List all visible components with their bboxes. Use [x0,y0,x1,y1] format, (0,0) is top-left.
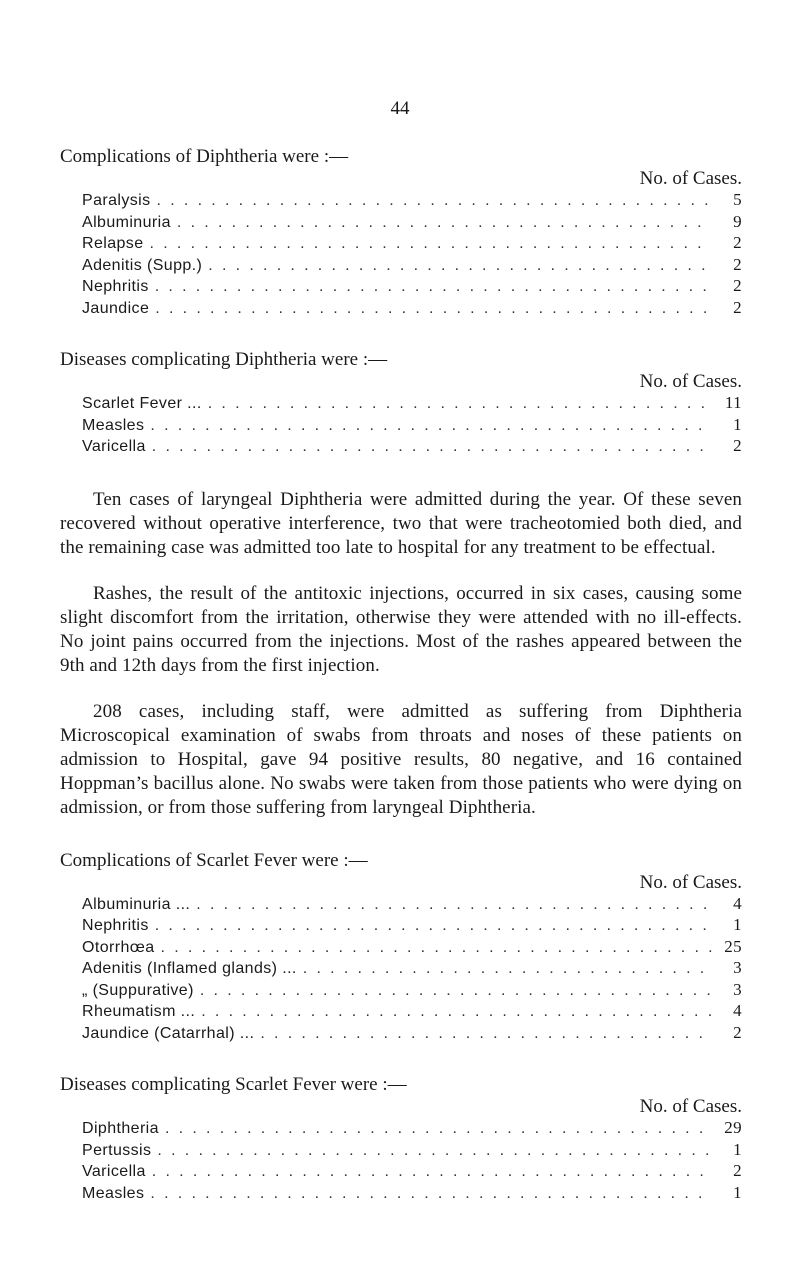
dot-leader [200,981,712,1002]
case-count: 11 [724,393,742,412]
case-row [82,233,742,255]
case-name: Varicella [82,1163,146,1180]
case-count: 5 [733,190,742,209]
case-count: 3 [733,958,742,977]
dot-leader [155,299,712,320]
case-list [82,1118,742,1204]
case-name: Measles [82,416,145,434]
dot-leader [208,256,712,277]
dot-leader [152,437,712,458]
dot-leader [161,938,712,959]
case-count: 2 [733,254,742,274]
case-name: Nephritis [82,278,149,295]
case-list [82,190,742,319]
swab-paragraph: 208 cases, including staff, were admitted as suffering from Diphtheria Microscopical examination of swabs from throats and noses of these patients on admission to Hospital, gave 94 positive results, 80 negative, and 16 contained Hoppman’s bacillus alone. No swabs were taken from those patients who were dying on admission, or from those suffering from laryngeal Diphtheria. [60,700,742,818]
case-row [82,915,742,937]
column-header: No. of Cases. [639,168,742,189]
case-name: Scarlet Fever ... [82,395,202,412]
case-count: 3 [733,979,742,999]
case-name: Jaundice (Catarrhal) ... [82,1024,255,1042]
dot-leader [150,234,712,255]
case-count: 1 [733,414,742,434]
dot-leader [155,916,712,937]
case-count: 1 [733,915,742,934]
complications-diphtheria-section [60,146,742,319]
page-content [60,146,742,1204]
case-count: 2 [733,233,742,252]
case-count: 2 [733,436,742,455]
case-name: Albuminuria [82,213,171,231]
dot-leader [165,1119,712,1140]
column-header: No. of Cases. [639,371,742,392]
case-count: 2 [733,276,742,295]
case-row [82,212,742,234]
dot-leader [150,1184,712,1205]
case-name: Pertussis [82,1141,152,1159]
case-name: Otorrhœa [82,938,155,956]
case-name: Varicella [82,438,146,455]
case-row [82,1140,742,1162]
case-list [82,894,742,1045]
dot-leader [155,277,712,298]
column-header: No. of Cases. [639,1096,742,1117]
case-count: 2 [733,1022,742,1042]
dot-leader [150,416,712,437]
dot-leader [303,959,712,980]
case-row [82,393,742,415]
case-count: 1 [733,1139,742,1159]
column-header: No. of Cases. [639,871,742,893]
rashes-paragraph: Rashes, the result of the antitoxic injections, occurred in six cases, causing some slight discomfort from the irritation, otherwise they were attended with no ill-effects. No joint pains occurred from the injections. Most of the rashes appeared between the 9th and 12th days from the first injection. [60,582,742,676]
case-count: 29 [724,1118,742,1137]
case-list [82,393,742,458]
case-name: Nephritis [82,917,149,934]
case-row [82,894,742,916]
case-row [82,1023,742,1045]
dot-leader [260,1024,712,1045]
case-row [82,1118,742,1140]
case-count: 1 [733,1182,742,1202]
case-name: Albuminuria ... [82,895,191,913]
diseases-complicating-diphtheria-section [60,349,742,458]
case-row [82,937,742,959]
case-row [82,1161,742,1183]
dot-leader [196,895,712,916]
dot-leader [152,1162,712,1183]
case-row [82,958,742,980]
case-count: 2 [733,297,742,317]
case-count: 4 [733,893,742,913]
section-heading: Complications of Diphtheria were :— [60,146,349,167]
section-heading: Diseases complicating Scarlet Fever were :— [60,1074,407,1095]
case-row [82,415,742,437]
case-count: 4 [733,1001,742,1020]
case-row [82,1183,742,1205]
case-count: 2 [733,1161,742,1180]
dot-leader [201,1002,712,1023]
case-count: 9 [733,211,742,231]
dot-leader [208,394,712,415]
case-name: Adenitis (Inflamed glands) ... [82,960,297,977]
case-name: Jaundice [82,299,150,317]
case-name: Rheumatism ... [82,1003,196,1020]
section-heading: Diseases complicating Diphtheria were :— [60,349,388,370]
case-name: Paralysis [82,192,151,209]
case-name: Adenitis (Supp.) [82,256,203,274]
case-row [82,276,742,298]
laryngeal-paragraph: Ten cases of laryngeal Diphtheria were admitted during the year. Of these seven recovered without operative interference, two that were tracheotomied both died, and the remaining case was admitted too late to hospital for any treatment to be effectual. [60,488,742,558]
case-row [82,1001,742,1023]
case-name: Diphtheria [82,1120,159,1137]
dot-leader [177,213,712,234]
page-number: 44 [390,98,410,119]
case-count: 25 [724,936,742,956]
case-row [82,255,742,277]
case-row [82,436,742,458]
case-name: Measles [82,1184,145,1202]
dot-leader [157,1141,712,1162]
complications-scarlet-fever-section [60,850,742,1045]
case-name: „ (Suppurative) [82,981,194,999]
case-row [82,190,742,212]
diseases-complicating-scarlet-fever-section [60,1074,742,1204]
case-row [82,298,742,320]
case-name: Relapse [82,235,144,252]
case-row [82,980,742,1002]
section-heading: Complications of Scarlet Fever were :— [60,849,368,871]
dot-leader [157,191,712,212]
